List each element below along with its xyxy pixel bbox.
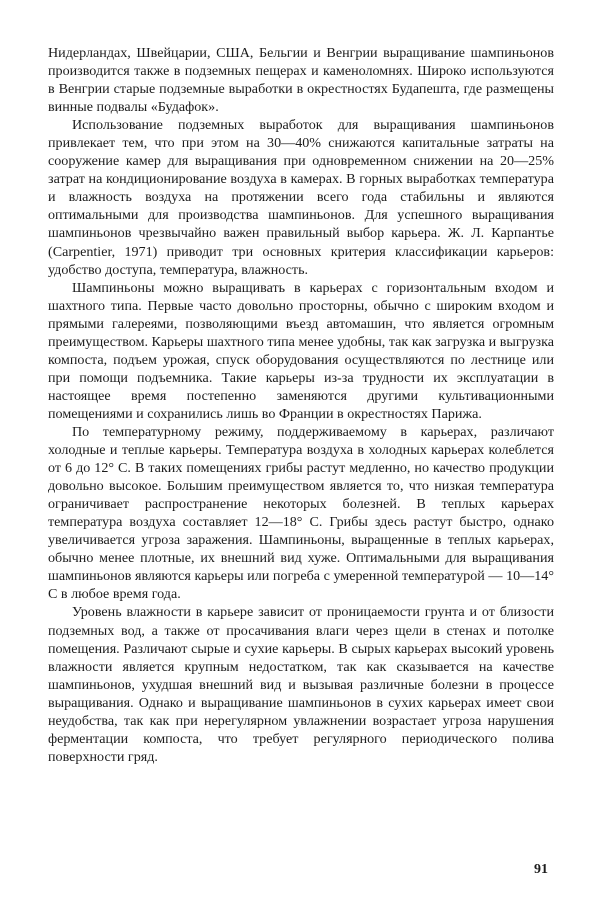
paragraph-5: Уровень влажности в карьере зависит от проницаемости грунта и от близости подземных вод, а также от просачивания влаги через щели в стенах и потолке помещения. Различают сырые и сухие карьеры. В сырых карьерах высокий уровень влажности является крупным недостатком, так как сказывается на качестве шампиньонов, ухудшая внешний вид и вызывая различные болезни в процессе выращивания. Однако и выращивание шампиньонов в сухих карьерах имеет свои неудобства, так как при нерегулярном увлажнении возрастает угроза нарушения ферментации компоста, что требует регулярного периодического полива поверхности гряд. [48, 604, 554, 765]
page-body [48, 44, 554, 766]
paragraph-1: Нидерландах, Швейцарии, США, Бельгии и Венгрии выращивание шампиньонов производится также в подземных пещерах и каменоломнях. Широко используются в Венгрии старые подземные выработки в окрестностях Будапешта, где размещены винные подвалы «Будафок». [48, 45, 554, 116]
paragraph-4: По температурному режиму, поддерживаемому в карьерах, различают холодные и теплые карьеры. Температура воздуха в холодных карьерах колеблется от 6 до 12° С. В таких помещениях грибы растут медленно, но качество продукции довольно высокое. Большим преимуществом является то, что низкая температура ограничивает распространение некоторых болезней. В теплых карьерах температура воздуха составляет 12—18° С. Грибы здесь растут быстро, однако увеличивается угроза заражения. Шампиньоны, выращенные в теплых карьерах, обычно менее плотные, их внешний вид хуже. Оптимальными для выращивания шампиньонов являются карьеры или погреба с умеренной температурой — 10—14° С в любое время года. [48, 423, 554, 603]
paragraph-3: Шампиньоны можно выращивать в карьерах с горизонтальным входом и шахтного типа. Первые часто довольно просторны, обычно с широким входом и прямыми галереями, позволяющими въезд автомашин, что является огромным преимуществом. Карьеры шахтного типа менее удобны, так как загрузка и выгрузка компоста, подъем урожая, спуск оборудования осуществляются по лестнице или при помощи подъемника. Такие карьеры из-за трудности их эксплуатации в настоящее время постепенно заменяются другими культивационными помещениями и сохранились лишь во Франции в окрестностях Парижа. [48, 279, 554, 422]
paragraph-2: Использование подземных выработок для выращивания шампиньонов привлекает тем, что при этом на 30—40% снижаются капитальные затраты на сооружение камер для выращивания при одновременном снижении на 20—25% затрат на кондиционирование воздуха в камерах. В горных выработках температура и влажность воздуха на протяжении всего года стабильны и являются оптимальными для производства шампиньонов. Для успешного выращивания шампиньонов чрезвычайно важен правильный выбор карьера. Ж. Л. Карпантье (Carpentier, 1971) приводит три основных критерия классификации карьеров: удобство доступа, температура, влажность. [48, 117, 554, 278]
page-number: 91 [534, 862, 548, 877]
